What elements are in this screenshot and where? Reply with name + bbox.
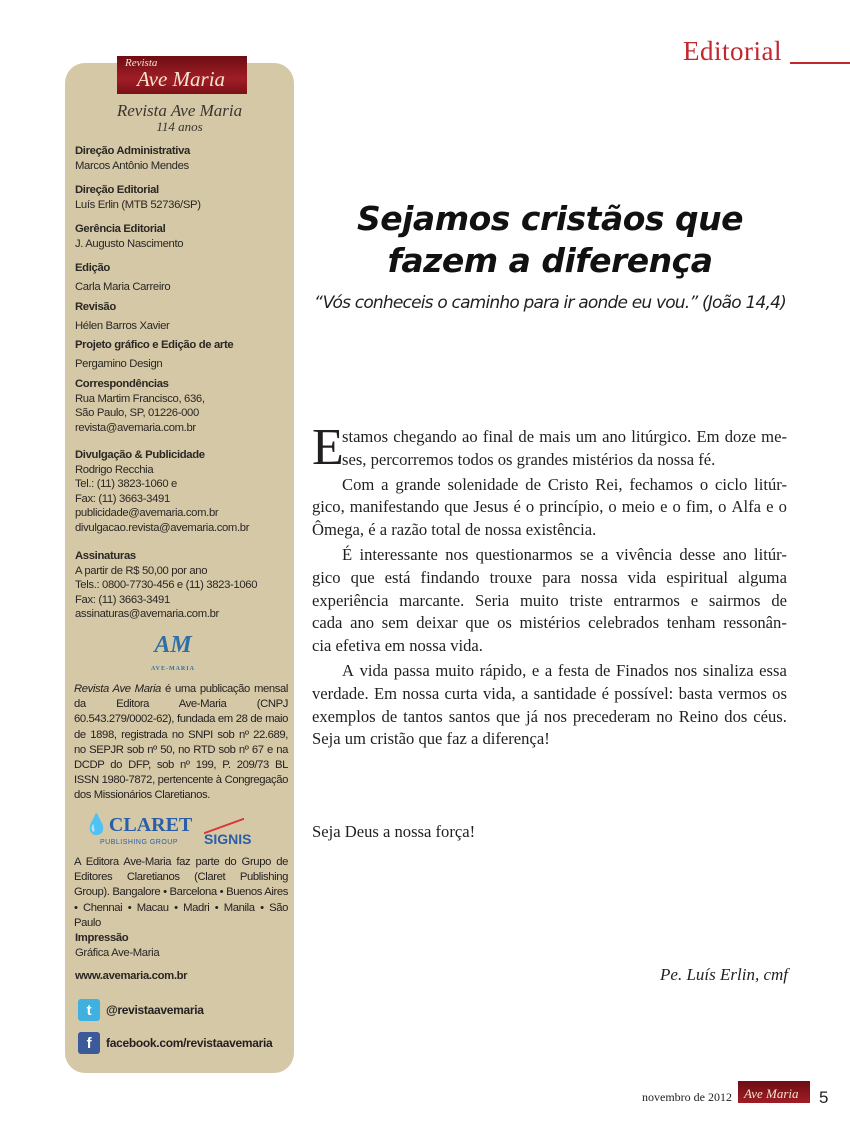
article-line: stamos chegando ao final de mais um ano litúrgico. Em doze me- — [342, 427, 787, 446]
masthead-line: Pergamino Design — [75, 357, 163, 370]
title-line-1: Sejamos cristãos que — [356, 199, 744, 238]
masthead-line: Rodrigo Recchia — [75, 463, 154, 476]
footer-date: novembro de 2012 — [642, 1090, 732, 1104]
masthead-line: São Paulo, SP, 01226-000 — [75, 407, 199, 419]
paragraph-gap — [312, 751, 787, 753]
masthead-line: Fax: (11) 3663-3491 — [75, 593, 170, 606]
masthead-heading: Gerência Editorial — [75, 223, 166, 235]
masthead-line: publicidade@avemaria.com.br — [75, 507, 219, 519]
about-italic: Revista Ave Maria — [74, 683, 161, 695]
masthead-block — [75, 300, 169, 333]
masthead-block — [75, 338, 233, 371]
masthead-line: assinaturas@avemaria.com.br — [75, 608, 219, 620]
masthead-line: Carla Maria Carreiro — [75, 280, 171, 293]
masthead-block — [75, 261, 170, 294]
article-line: experiência marcante. Seria muito triste entrarmos e sairmos de — [312, 590, 787, 610]
print-block — [75, 931, 159, 960]
logo-small: Revista — [125, 57, 158, 69]
about-text — [74, 682, 288, 804]
title-line-2: fazem a diferença — [387, 241, 713, 280]
masthead-heading: Projeto gráfico e Edição de arte — [75, 339, 234, 351]
article-epigraph: “Vós conheceis o caminho para ir aonde eu vou.” (João 14,4) — [314, 293, 786, 313]
claret-text: CLARET — [108, 814, 193, 836]
website-link[interactable]: www.avemaria.com.br — [75, 970, 188, 982]
article-line: Com a grande solenidade de Cristo Rei, fechamos o ciclo litúr- — [342, 474, 787, 494]
article-signature: Pe. Luís Erlin, cmf — [660, 965, 788, 984]
masthead-line: Fax: (11) 3663-3491 — [75, 492, 170, 505]
facebook-icon: f — [78, 1032, 100, 1054]
masthead-line: Luís Erlin (MTB 52736/SP) — [75, 198, 201, 211]
masthead-line: Marcos Antônio Mendes — [75, 159, 189, 172]
twitter-link[interactable] — [78, 999, 204, 1021]
masthead-heading: Revisão — [75, 301, 116, 313]
print-heading: Impressão — [75, 932, 129, 944]
masthead-heading: Direção Administrativa — [75, 145, 190, 157]
article-line: ses, percorremos todos os grandes mistérios da nossa fé. — [342, 449, 716, 469]
masthead-line: divulgacao.revista@avemaria.com.br — [75, 521, 250, 534]
masthead-block — [75, 183, 201, 212]
masthead-line: Tel.: (11) 3823-1060 e — [75, 478, 177, 490]
article-line: exemplos de tantos santos que já nos precederam no Reino dos céus. — [312, 706, 787, 726]
footer-logo: Ave Maria — [738, 1081, 810, 1103]
article-line: Ômega, é a razão total de nossa existência. — [312, 520, 597, 540]
article-line: É interessante nos questionarmos se a vivência desse ano litúr- — [342, 544, 787, 564]
logo-big: Ave Maria — [137, 67, 226, 91]
facebook-url: facebook.com/revistaavemaria — [106, 1036, 273, 1050]
masthead-block — [75, 144, 190, 173]
section-underline — [790, 62, 850, 64]
article-line: Seja um cristão que faz a diferença! — [312, 729, 550, 749]
article-line: gico, manifestando que Jesus é o princípio, o meio e o fim, o Alfa e o — [312, 497, 787, 517]
am-logo-sub: AVE-MARIA — [151, 666, 195, 672]
am-logo-text: AM — [154, 632, 192, 658]
masthead-subtitle: Revista Ave Maria — [116, 101, 243, 120]
article-line: gico que está findando trouxe para nossa vida espiritual alguma — [312, 567, 787, 587]
signis-logo — [204, 807, 251, 847]
masthead-block — [75, 377, 205, 435]
masthead-block — [75, 549, 257, 622]
twitter-handle: @revistaavemaria — [106, 1003, 204, 1017]
masthead-line: J. Augusto Nascimento — [75, 237, 184, 250]
masthead-heading: Edição — [75, 262, 110, 274]
article-closing: Seja Deus a nossa força! — [312, 822, 476, 841]
print-value: Gráfica Ave-Maria — [75, 946, 160, 959]
masthead-heading: Correspondências — [75, 378, 169, 390]
masthead-line: A partir de R$ 50,00 por ano — [75, 564, 208, 577]
claret-logo: 💧CLARET PUBLISHING GROUP — [84, 816, 192, 852]
masthead-line: revista@avemaria.com.br — [75, 421, 196, 434]
claret-sub: PUBLISHING GROUP — [100, 839, 179, 846]
article-body — [312, 419, 787, 753]
article-line: cada ano sem deixar que os mistérios celebrados tenham ressonân- — [312, 613, 787, 633]
twitter-icon: t — [78, 999, 100, 1021]
drop-cap: E — [312, 419, 344, 476]
signis-text: SIGNIS — [204, 831, 252, 847]
masthead-block — [75, 448, 249, 535]
masthead-heading: Divulgação & Publicidade — [75, 449, 205, 461]
editora-ave-maria-logo — [150, 633, 196, 681]
masthead-heading: Direção Editorial — [75, 184, 159, 196]
facebook-link[interactable] — [78, 1032, 272, 1054]
masthead-years: 114 anos — [156, 119, 203, 134]
article-line: verdade. Em nossa curta vida, a santidade é possível: basta vermos os — [312, 683, 787, 703]
section-title: Editorial — [683, 36, 782, 66]
masthead-line: Hélen Barros Xavier — [75, 319, 170, 332]
about-body: é uma publicação mensal da Editora Ave-Maria (CNPJ 60.543.279/0002-62), fundada em 28 de maio de 1898, registrada no SNPI sob nº 22.689, no SEPJR sob nº 50, no RTD sob nº 67 e na DCDP do DFP, sob nº 199, P. 209/73 BL ISSN 1980-7872, pertencente à Congregação dos Missionários Claretianos. — [74, 683, 288, 802]
masthead-block — [75, 222, 183, 251]
masthead-heading: Assinaturas — [75, 550, 136, 562]
article-line: A vida passa muito rápido, e a festa de Finados nos sinaliza essa — [342, 660, 787, 680]
group-text: A Editora Ave-Maria faz parte do Grupo de Editores Claretianos (Claret Publishing Group). Bangalore • Barcelona • Buenos Aires • Chennai • Macau • Madri • Manila • São Paulo — [74, 856, 288, 929]
article-line: cia efetiva em nossa vida. — [312, 636, 483, 656]
masthead-line: Rua Martim Francisco, 636, — [75, 392, 205, 405]
magazine-logo — [117, 56, 247, 94]
article-title — [320, 198, 780, 282]
page-number: 5 — [819, 1088, 829, 1107]
masthead-line: Tels.: 0800-7730-456 e (11) 3823-1060 — [75, 579, 258, 591]
